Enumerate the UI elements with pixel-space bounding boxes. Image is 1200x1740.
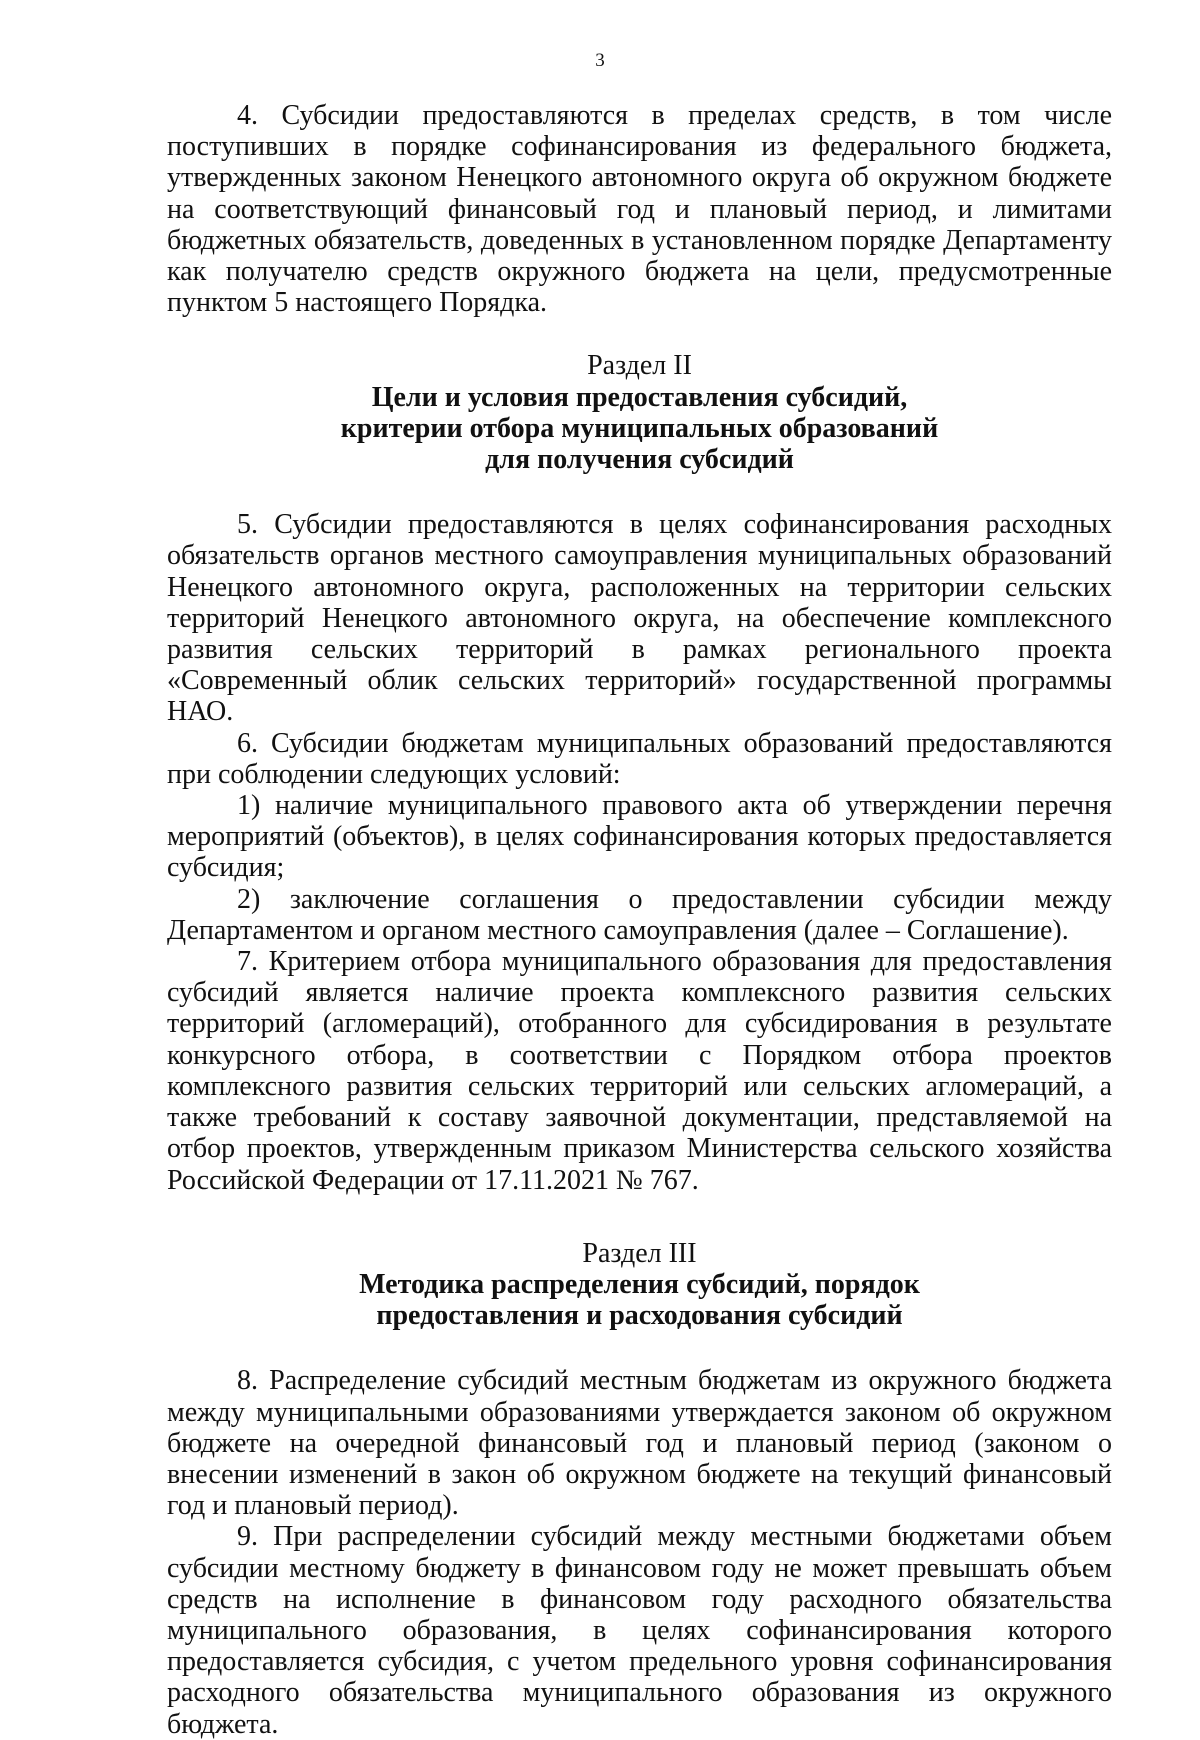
section-3-heading <box>167 1238 1112 1332</box>
paragraph-6-item-2: 2) заключение соглашения о предоставлении субсидии между Департаментом и органом местного самоуправления (далее – Соглашение). <box>167 883 1112 946</box>
section-2-heading <box>167 350 1112 475</box>
paragraph-6-item-1: 1) наличие муниципального правового акта об утверждении перечня мероприятий (объектов), в целях софинансирования которых предоставляется субсидия; <box>167 790 1112 884</box>
paragraph-7: 7. Критерием отбора муниципального образования для предоставления субсидий является наличие проекта комплексного развития сельских территорий (агломераций), отобранного для субсидирования в результате конкурсного отбора, в соответствии с Порядком отбора проектов комплексного развития сельских территорий или сельских агломераций, а также требований к составу заявочной документации, представляемой на отбор проектов, утвержденным приказом Министерства сельского хозяйства Российской Федерации от 17.11.2021 № 767. <box>167 946 1112 1196</box>
page-number: 3 <box>595 50 605 71</box>
section-2-title <box>167 382 1112 476</box>
paragraph-5: 5. Субсидии предоставляются в целях софинансирования расходных обязательств органов местного самоуправления муниципальных образований Ненецкого автономного округа, расположенных на территории сельских территорий Ненецкого автономного округа, на обеспечение комплексного развития сельских территорий в рамках регионального проекта «Современный облик сельских территорий» государственной программы НАО. <box>167 509 1112 728</box>
document-body <box>167 100 1112 1740</box>
paragraph-9: 9. При распределении субсидий между местными бюджетами объем субсидии местному бюджету в финансовом году не может превышать объем средств на исполнение в финансовом году расходного обязательства муниципального образования, в целях софинансирования которого предоставляется субсидия, с учетом предельного уровня софинансирования расходного обязательства муниципального образования из окружного бюджета. <box>167 1521 1112 1740</box>
section-2-title-line: критерии отбора муниципальных образований <box>340 412 939 444</box>
paragraph-4: 4. Субсидии предоставляются в пределах средств, в том числе поступивших в порядке софинансирования из федерального бюджета, утвержденных законом Ненецкого автономного округа об окружном бюджете на соответствующий финансовый год и плановый период, и лимитами бюджетных обязательств, доведенных в установленном порядке Департаменту как получателю средств окружного бюджета на цели, предусмотренные пунктом 5 настоящего Порядка. <box>167 100 1112 319</box>
paragraph-8: 8. Распределение субсидий местным бюджетам из окружного бюджета между муниципальными образованиями утверждается законом об окружном бюджете на очередной финансовый год и плановый период (законом о внесении изменений в закон об окружном бюджете на текущий финансовый год и плановый период). <box>167 1365 1112 1522</box>
section-2-title-line: для получения субсидий <box>485 444 794 476</box>
section-3-title-line: Методика распределения субсидий, порядок <box>359 1268 920 1300</box>
section-2-title-line: Цели и условия предоставления субсидий, <box>371 381 908 413</box>
section-3-title <box>167 1269 1112 1331</box>
paragraph-6: 6. Субсидии бюджетам муниципальных образований предоставляются при соблюдении следующих условий: <box>167 727 1112 790</box>
section-2-label: Раздел II <box>587 350 692 382</box>
section-3-label: Раздел III <box>582 1237 697 1269</box>
section-3-title-line: предоставления и расходования субсидий <box>376 1300 903 1332</box>
